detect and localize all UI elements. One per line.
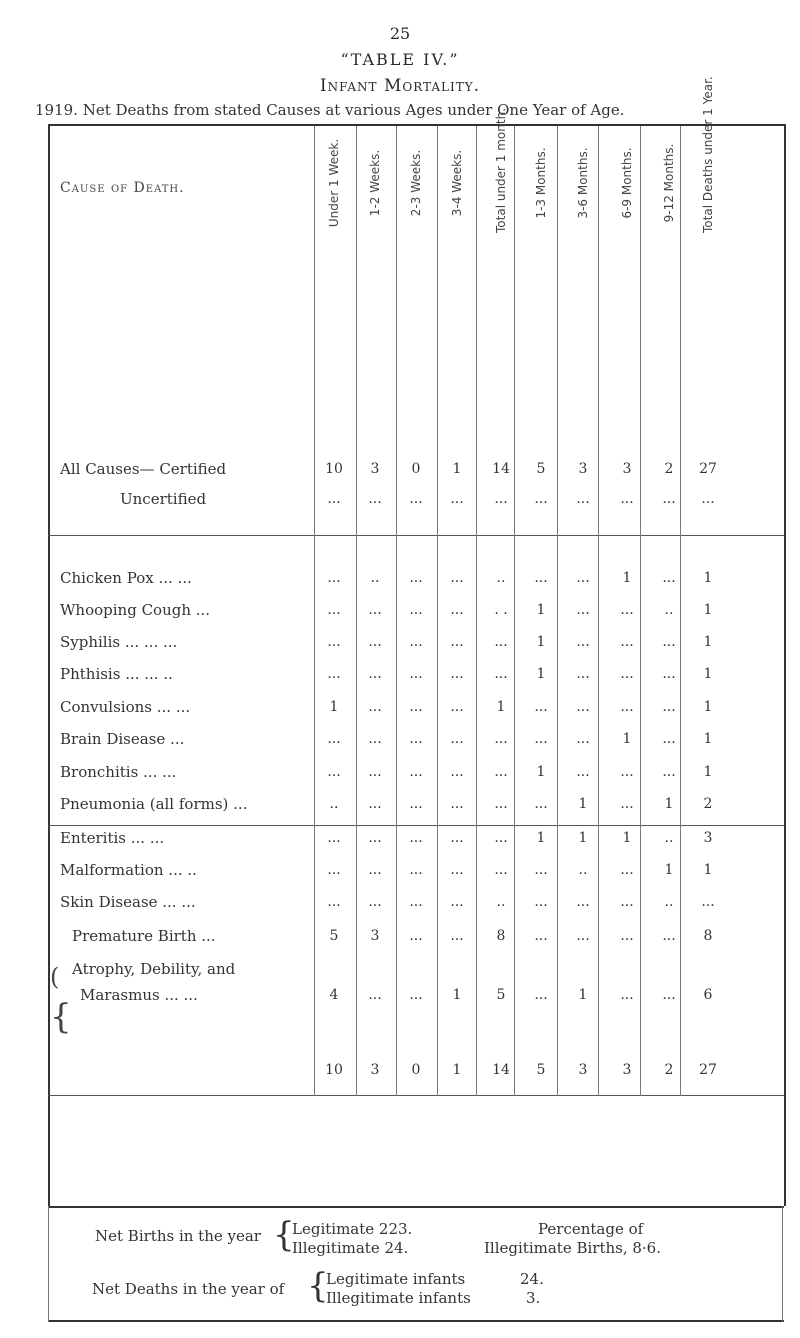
table-row-value: 5 xyxy=(329,928,339,944)
table-row-value: ... xyxy=(450,928,464,944)
table-row-value: ... xyxy=(368,699,382,715)
percentage-label: Percentage of xyxy=(538,1220,644,1238)
table-row-value: ... xyxy=(450,830,464,846)
table-row-value: ... xyxy=(494,764,508,780)
table-row-value: ... xyxy=(620,602,634,618)
table-row-cause: Brain Disease ... xyxy=(60,730,185,748)
summary-row-value: 27 xyxy=(699,461,717,477)
table-row-value: . . xyxy=(494,602,508,618)
summary-row-value: ... xyxy=(409,491,423,507)
table-row-value: ... xyxy=(327,634,341,650)
summary-row-value: ... xyxy=(494,491,508,507)
table-row-value: ... xyxy=(368,764,382,780)
table-row-value: .. xyxy=(370,570,380,586)
table-row-cause: Whooping Cough ... xyxy=(60,601,211,619)
legitimate-births: Legitimate 223. xyxy=(292,1220,413,1238)
summary-row-value: ... xyxy=(368,491,382,507)
table-row-value: .. xyxy=(664,894,674,910)
table-row-value: ... xyxy=(576,894,590,910)
table-row-value: 1 xyxy=(703,602,713,618)
table-row-value: 3 xyxy=(370,928,380,944)
table-row-value: ... xyxy=(620,987,634,1003)
table-row-value: ... xyxy=(368,666,382,682)
column-header: 1-3 Months. xyxy=(534,147,548,219)
table-row-value: ... xyxy=(409,570,423,586)
table-row-value: ... xyxy=(534,928,548,944)
table-row-value: ... xyxy=(368,830,382,846)
summary-row-value: ... xyxy=(662,491,676,507)
summary-row-value: 14 xyxy=(492,461,510,477)
table-row-value: ... xyxy=(450,699,464,715)
table-row-value: 1 xyxy=(578,830,588,846)
table-row-value: ... xyxy=(450,634,464,650)
table-row-value: 1 xyxy=(703,764,713,780)
summary-row-value: ... xyxy=(327,491,341,507)
summary-row-value: 0 xyxy=(411,461,421,477)
table-row-value: 8 xyxy=(703,928,713,944)
table-row-value: ... xyxy=(662,987,676,1003)
column-header: 2-3 Weeks. xyxy=(409,149,423,217)
summary-row-value: ... xyxy=(620,491,634,507)
summary-row-value: 3 xyxy=(622,461,632,477)
table-row-value: ... xyxy=(409,862,423,878)
table-row-value: ... xyxy=(576,570,590,586)
table-row-value: ... xyxy=(409,894,423,910)
table-row-cause: Atrophy, Debility, and xyxy=(72,960,236,978)
summary-row-value: 2 xyxy=(664,461,674,477)
rule-line xyxy=(48,124,784,126)
table-row-value: 5 xyxy=(496,987,506,1003)
total-value: 3 xyxy=(622,1062,632,1078)
table-row-value: 4 xyxy=(329,987,339,1003)
table-row-value: ... xyxy=(327,570,341,586)
table-row-value: ... xyxy=(409,634,423,650)
table-row-cause: Malformation ... .. xyxy=(60,861,197,879)
total-value: 14 xyxy=(492,1062,510,1078)
table-row-value: ... xyxy=(620,862,634,878)
table-row-value: 1 xyxy=(622,830,632,846)
table-row-value: .. xyxy=(496,894,506,910)
table-row-value: ... xyxy=(368,987,382,1003)
table-row-value: ... xyxy=(662,928,676,944)
cause-column-header: Cause of Death. xyxy=(60,180,185,196)
table-row-value: ... xyxy=(494,830,508,846)
column-header: 1-2 Weeks. xyxy=(368,149,382,217)
column-rule xyxy=(48,1206,49,1322)
table-row-value: ... xyxy=(494,731,508,747)
table-caption: 1919. Net Deaths from stated Causes at various Ages under One Year of Age. xyxy=(35,101,625,119)
table-row-value: ... xyxy=(327,666,341,682)
table-row-value: 1 xyxy=(664,796,674,812)
total-value: 1 xyxy=(452,1062,462,1078)
summary-row-value: ... xyxy=(576,491,590,507)
table-row-value: ... xyxy=(534,570,548,586)
table-row-value: ... xyxy=(409,666,423,682)
table-row-value: 1 xyxy=(536,634,546,650)
table-row-value: 1 xyxy=(536,602,546,618)
table-row-value: ... xyxy=(368,894,382,910)
table-subtitle: Infant Mortality. xyxy=(319,76,481,96)
table-row-value: ... xyxy=(409,764,423,780)
table-row-value: ... xyxy=(494,862,508,878)
legitimate-deaths-value: 24. xyxy=(520,1270,544,1288)
rule-line xyxy=(48,535,784,536)
summary-row-value: 5 xyxy=(536,461,546,477)
column-header: 6-9 Months. xyxy=(620,147,634,219)
table-row-value: 3 xyxy=(703,830,713,846)
total-value: 3 xyxy=(578,1062,588,1078)
table-row-value: ... xyxy=(534,862,548,878)
table-row-value: 1 xyxy=(664,862,674,878)
table-row-value: ... xyxy=(450,666,464,682)
rule-line xyxy=(48,1320,784,1322)
table-row-value: ... xyxy=(327,830,341,846)
table-row-value: ... xyxy=(450,764,464,780)
table-row-value: ... xyxy=(620,894,634,910)
summary-row-value: ... xyxy=(450,491,464,507)
column-header: 3-6 Months. xyxy=(576,147,590,219)
table-row-value: ... xyxy=(450,796,464,812)
table-row-value: ... xyxy=(620,699,634,715)
table-row-value: ... xyxy=(494,666,508,682)
table-row-value: ... xyxy=(662,731,676,747)
table-row-cause: Pneumonia (all forms) ... xyxy=(60,795,248,813)
bracket-mark: ( xyxy=(50,963,60,991)
births-label: Net Births in the year xyxy=(95,1227,261,1245)
table-row-value: 1 xyxy=(703,862,713,878)
table-title: “TABLE IV.” xyxy=(340,50,460,69)
column-header: Total Deaths under 1 Year. xyxy=(701,76,715,233)
table-row-value: 1 xyxy=(536,666,546,682)
table-row-value: ... xyxy=(327,764,341,780)
table-row-value: ... xyxy=(327,894,341,910)
table-row-value: ... xyxy=(450,731,464,747)
table-row-value: ... xyxy=(576,666,590,682)
summary-row-value: ... xyxy=(701,491,715,507)
table-row-cause: Bronchitis ... ... xyxy=(60,763,177,781)
table-row-value: ... xyxy=(368,796,382,812)
table-row-value: ... xyxy=(662,570,676,586)
summary-row-value: 10 xyxy=(325,461,343,477)
table-row-value: 1 xyxy=(496,699,506,715)
table-row-value: ... xyxy=(409,699,423,715)
column-header: Total under 1 month. xyxy=(494,107,508,233)
table-row-value: 1 xyxy=(622,570,632,586)
table-row-value: ... xyxy=(576,731,590,747)
table-row-cause: Convulsions ... ... xyxy=(60,698,191,716)
summary-row-cause: All Causes— Certified xyxy=(60,460,227,478)
table-row-value: ... xyxy=(534,894,548,910)
table-row-cause: Syphilis ... ... ... xyxy=(60,633,178,651)
table-row-value: ... xyxy=(662,699,676,715)
table-row-value: 1 xyxy=(703,731,713,747)
table-row-value: 1 xyxy=(703,570,713,586)
table-row-value: ... xyxy=(368,602,382,618)
table-row-value: ... xyxy=(327,862,341,878)
table-row-value: .. xyxy=(664,830,674,846)
table-row-cause: Skin Disease ... ... xyxy=(60,893,196,911)
table-row-value: 1 xyxy=(452,987,462,1003)
summary-row-value: 1 xyxy=(452,461,462,477)
table-row-cause: Marasmus ... ... xyxy=(80,986,198,1004)
table-row-value: ... xyxy=(368,634,382,650)
table-row-value: ... xyxy=(409,796,423,812)
table-row-value: ... xyxy=(576,634,590,650)
table-row-value: ... xyxy=(327,602,341,618)
table-row-value: ... xyxy=(620,634,634,650)
table-row-value: ... xyxy=(662,634,676,650)
table-row-value: ... xyxy=(620,928,634,944)
table-row-value: ... xyxy=(409,830,423,846)
table-row-value: 8 xyxy=(496,928,506,944)
table-row-value: ... xyxy=(620,764,634,780)
table-row-value: ... xyxy=(494,796,508,812)
table-row-cause: Chicken Pox ... ... xyxy=(60,569,192,587)
table-row-value: 1 xyxy=(578,796,588,812)
summary-row-cause: Uncertified xyxy=(120,490,207,508)
table-row-cause: Enteritis ... ... xyxy=(60,829,165,847)
summary-row-value: ... xyxy=(534,491,548,507)
table-row-value: ... xyxy=(450,570,464,586)
total-value: 2 xyxy=(664,1062,674,1078)
column-rule xyxy=(782,1206,783,1322)
table-row-value: ... xyxy=(450,602,464,618)
table-row-value: ... xyxy=(368,731,382,747)
table-row-value: 1 xyxy=(536,764,546,780)
footer-brace: { xyxy=(307,1266,329,1306)
summary-row-value: 3 xyxy=(370,461,380,477)
table-row-value: ... xyxy=(662,764,676,780)
column-header: 3-4 Weeks. xyxy=(450,149,464,217)
total-value: 0 xyxy=(411,1062,421,1078)
table-row-value: .. xyxy=(578,862,588,878)
page-number: 25 xyxy=(389,24,411,43)
table-row-value: 2 xyxy=(703,796,713,812)
table-row-value: ... xyxy=(409,731,423,747)
table-row-value: ... xyxy=(409,928,423,944)
column-header: 9-12 Months. xyxy=(662,143,676,223)
summary-row-value: 3 xyxy=(578,461,588,477)
total-value: 3 xyxy=(370,1062,380,1078)
footer-brace: { xyxy=(273,1215,295,1255)
illegitimate-births: Illegitimate 24. xyxy=(292,1239,409,1257)
table-row-value: 1 xyxy=(703,666,713,682)
table-row-value: ... xyxy=(450,862,464,878)
bracket-mark: { xyxy=(50,997,72,1037)
legitimate-deaths-label: Legitimate infants xyxy=(326,1270,466,1288)
rule-line xyxy=(48,1095,784,1096)
table-row-value: ... xyxy=(662,666,676,682)
table-row-value: 1 xyxy=(536,830,546,846)
table-row-value: ... xyxy=(576,699,590,715)
percentage-value: Illegitimate Births, 8·6. xyxy=(484,1239,661,1257)
total-value: 27 xyxy=(699,1062,717,1078)
table-row-cause: Phthisis ... ... .. xyxy=(60,665,173,683)
table-row-value: ... xyxy=(701,894,715,910)
table-row-value: .. xyxy=(664,602,674,618)
table-row-value: 1 xyxy=(329,699,339,715)
table-row-value: ... xyxy=(494,634,508,650)
table-row-value: ... xyxy=(576,764,590,780)
table-row-value: ... xyxy=(450,894,464,910)
table-row-value: ... xyxy=(576,602,590,618)
table-row-value: ... xyxy=(576,928,590,944)
table-row-value: .. xyxy=(329,796,339,812)
table-row-value: .. xyxy=(496,570,506,586)
table-row-value: ... xyxy=(327,731,341,747)
rule-line xyxy=(48,825,784,826)
table-row-value: ... xyxy=(409,987,423,1003)
table-row-value: ... xyxy=(368,862,382,878)
illegitimate-deaths-value: 3. xyxy=(526,1289,541,1307)
table-row-value: 1 xyxy=(578,987,588,1003)
table-row-value: 1 xyxy=(622,731,632,747)
table-row-value: 6 xyxy=(703,987,713,1003)
table-row-value: ... xyxy=(534,731,548,747)
rule-line xyxy=(48,1206,784,1208)
table-row-value: ... xyxy=(534,699,548,715)
table-row-value: 1 xyxy=(703,699,713,715)
table-row-value: 1 xyxy=(703,634,713,650)
illegitimate-deaths-label: Illegitimate infants xyxy=(326,1289,471,1307)
table-row-value: ... xyxy=(620,796,634,812)
table-row-value: ... xyxy=(409,602,423,618)
column-header: Under 1 Week. xyxy=(327,138,341,228)
table-row-value: ... xyxy=(534,796,548,812)
table-row-value: ... xyxy=(534,987,548,1003)
table-row-cause: Premature Birth ... xyxy=(72,927,216,945)
total-value: 5 xyxy=(536,1062,546,1078)
deaths-label: Net Deaths in the year of xyxy=(92,1280,285,1298)
total-value: 10 xyxy=(325,1062,343,1078)
table-row-value: ... xyxy=(620,666,634,682)
